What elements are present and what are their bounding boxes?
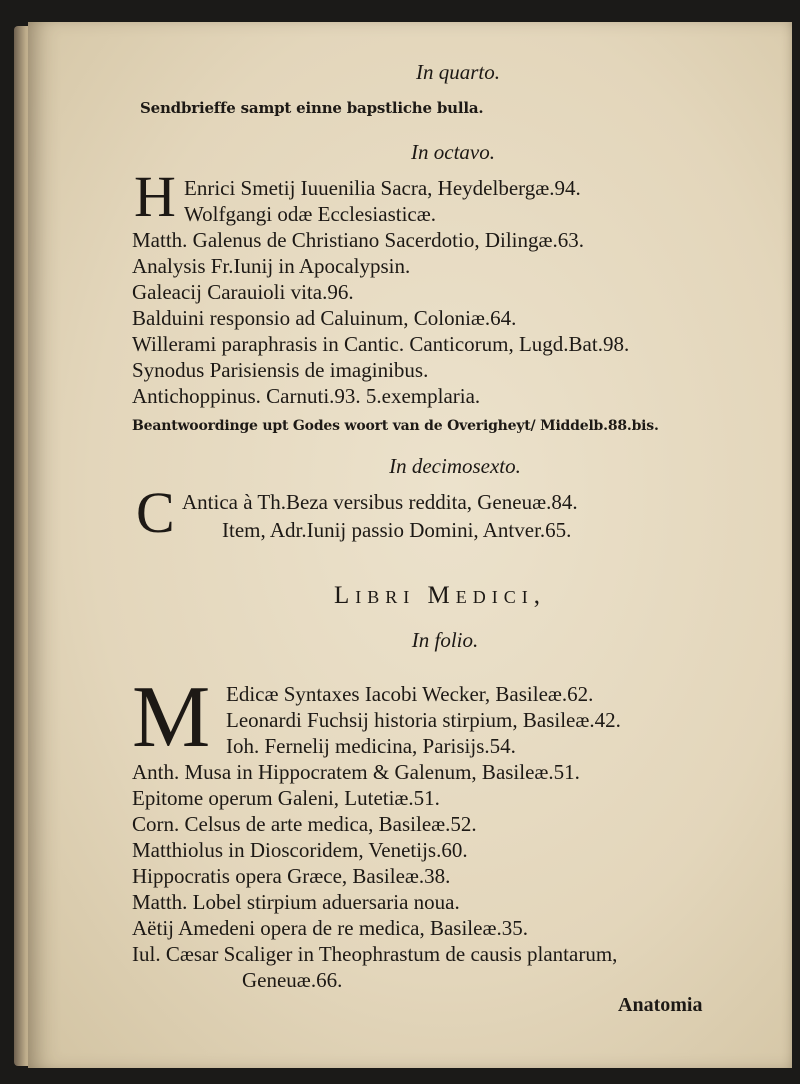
octavo-item: Willerami paraphrasis in Cantic. Canticorum, Lugd.Bat.98. [132, 332, 630, 356]
folio-item: Anth. Musa in Hippocratem & Galenum, Basileæ.51. [132, 760, 580, 784]
octavo-item: Wolfgangi odæ Ecclesiasticæ. [184, 202, 436, 226]
blackletter-line-1: Sendbrieffe sampt einne bapstliche bulla. [140, 99, 484, 117]
folio-item: Epitome operum Galeni, Lutetiæ.51. [132, 786, 440, 810]
folio-item: Aëtij Amedeni opera de re medica, Basileæ.35. [132, 916, 528, 940]
heading-in-decimosexto: In decimosexto. [389, 454, 521, 478]
book-page [28, 22, 792, 1068]
folio-item: Corn. Celsus de arte medica, Basileæ.52. [132, 812, 477, 836]
folio-item: Matth. Lobel stirpium aduersaria noua. [132, 890, 460, 914]
heading-in-quarto: In quarto. [416, 60, 500, 84]
folio-item: Iul. Cæsar Scaliger in Theophrastum de causis plantarum, [132, 942, 618, 966]
octavo-item: Balduini responsio ad Caluinum, Coloniæ.64. [132, 306, 517, 330]
blackletter-line-2: Beantwoordinge upt Godes woort van de Overigheyt/ Middelb.88.bis. [132, 418, 659, 434]
catchword: Anatomia [618, 994, 703, 1016]
octavo-item: Galeacij Carauioli vita.96. [132, 280, 354, 304]
folio-item: Matthiolus in Dioscoridem, Venetijs.60. [132, 838, 468, 862]
dropcap-m: M [132, 669, 211, 766]
folio-item: Hippocratis opera Græce, Basileæ.38. [132, 864, 451, 888]
octavo-item: Synodus Parisiensis de imaginibus. [132, 358, 429, 382]
octavo-item: Antichoppinus. Carnuti.93. 5.exemplaria. [132, 384, 481, 408]
folio-item: Ioh. Fernelij medicina, Parisijs.54. [226, 734, 516, 758]
decimosexto-item: Antica à Th.Beza versibus reddita, Geneuæ.84. [182, 490, 578, 514]
heading-in-octavo: In octavo. [411, 140, 495, 164]
octavo-item: Analysis Fr.Iunij in Apocalypsin. [132, 254, 411, 278]
folio-item: Leonardi Fuchsij historia stirpium, Basileæ.42. [226, 708, 621, 732]
heading-in-folio: In folio. [411, 628, 479, 652]
dropcap-c: C [136, 480, 175, 545]
section-title: Libri Medici, [334, 582, 546, 609]
folio-item: Edicæ Syntaxes Iacobi Wecker, Basileæ.62. [226, 682, 594, 706]
decimosexto-item: Item, Adr.Iunij passio Domini, Antver.65. [222, 518, 572, 542]
octavo-item: Enrici Smetij Iuuenilia Sacra, Heydelbergæ.94. [184, 176, 581, 200]
octavo-item: Matth. Galenus de Christiano Sacerdotio, Dilingæ.63. [132, 228, 585, 252]
dropcap-h: H [134, 164, 176, 229]
folio-item: Geneuæ.66. [242, 968, 343, 992]
